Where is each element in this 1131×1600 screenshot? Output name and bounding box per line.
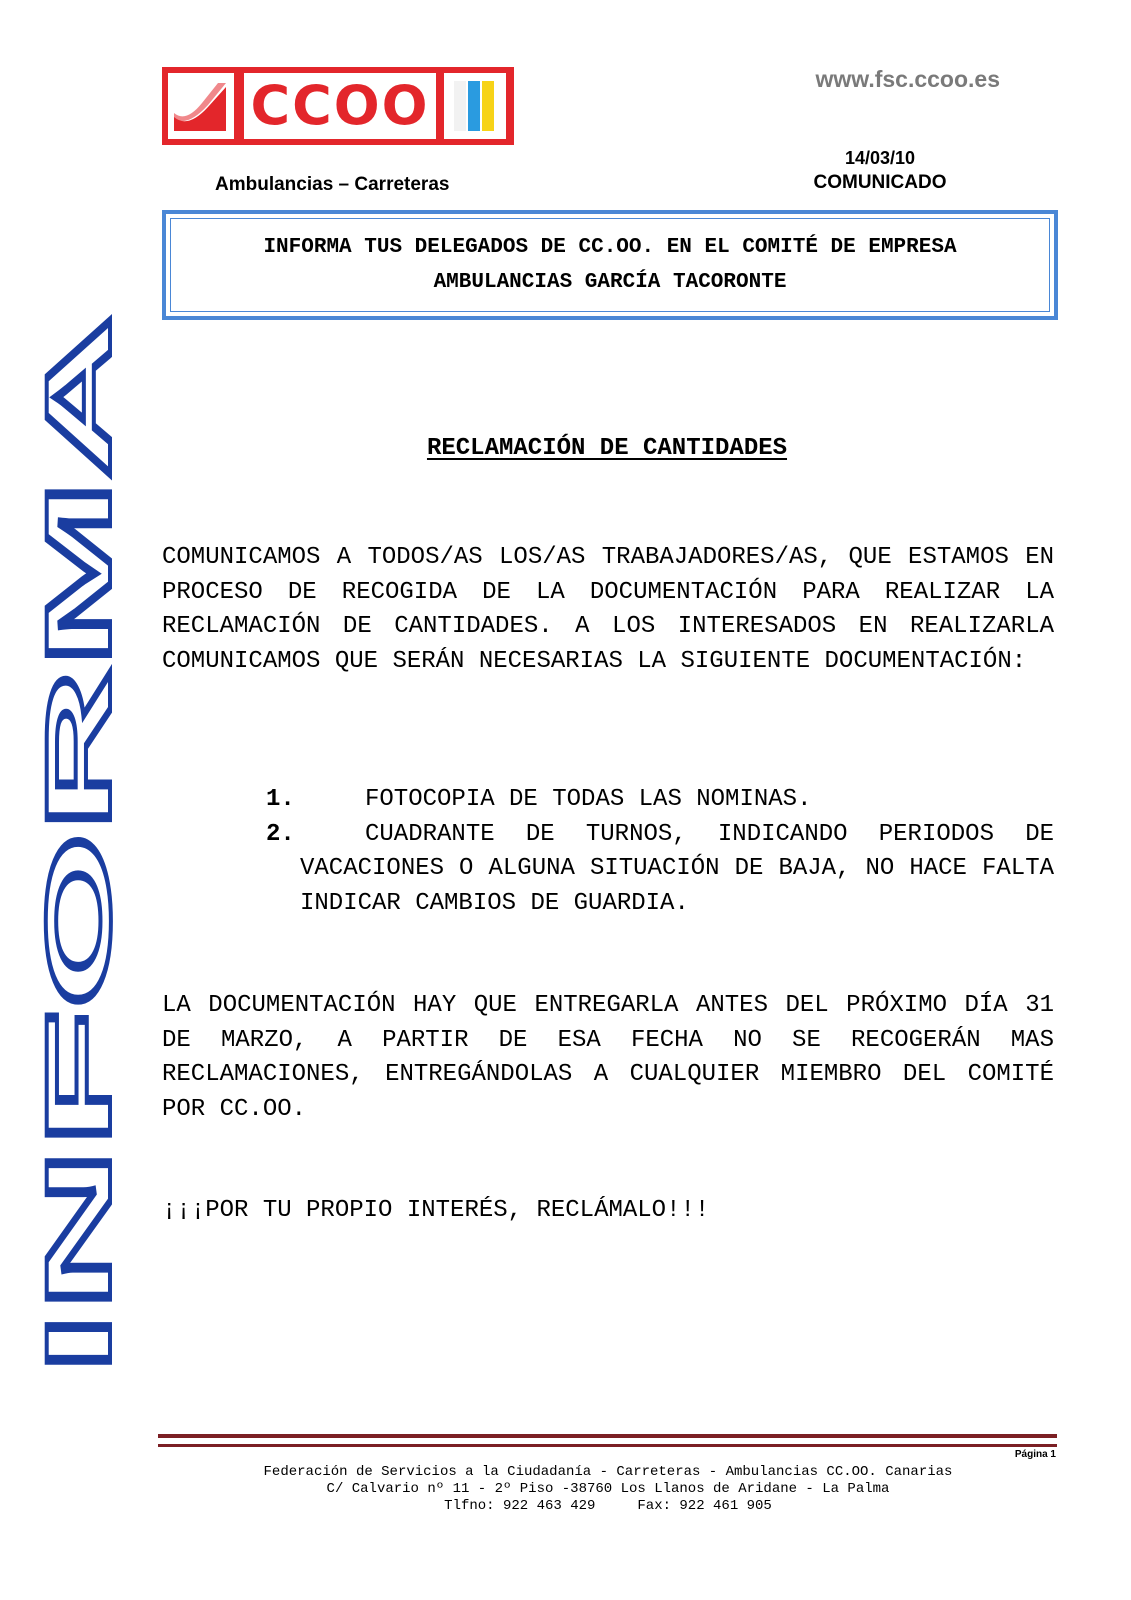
- footer-line: Federación de Servicios a la Ciudadanía - Carreteras - Ambulancias CC.OO. Canarias: [263, 1464, 953, 1480]
- logo-wordmark: CCOO: [250, 74, 430, 137]
- document-title: RECLAMACIÓN DE CANTIDADES: [426, 435, 788, 462]
- footer-rule: [158, 1434, 1057, 1438]
- footer-address: [162, 1464, 1054, 1515]
- document-type: COMUNICADO: [813, 172, 947, 193]
- required-documents-list: [266, 783, 1054, 921]
- list-item: [266, 783, 1054, 818]
- footer-line: C/ Calvario nº 11 - 2º Piso -38760 Los Llanos de Aridane - La Palma: [326, 1481, 890, 1497]
- intro-paragraph: COMUNICAMOS A TODOS/AS LOS/AS TRABAJADORES/AS, QUE ESTAMOS EN PROCESO DE RECOGIDA DE LA DOCUMENTACIÓN PARA REALIZAR LA RECLAMACIÓN DE CANTIDADES. A LOS INTERESADOS EN REALIZARLA COMUNICAMOS QUE SERÁN NECESARIAS LA SIGUIENTE DOCUMENTACIÓN:: [162, 544, 1054, 675]
- document-date: 14/03/10: [844, 148, 916, 168]
- ccoo-logo: [162, 67, 514, 145]
- sector-label: Ambulancias – Carreteras: [215, 174, 450, 195]
- list-number: 2.: [266, 820, 295, 848]
- page-number: Página 1: [1014, 1449, 1056, 1460]
- website-url: www.fsc.ccoo.es: [815, 66, 1000, 92]
- deadline-paragraph: LA DOCUMENTACIÓN HAY QUE ENTREGARLA ANTES DEL PRÓXIMO DÍA 31 DE MARZO, A PARTIR DE ESA FECHA NO SE RECOGERÁN MAS RECLAMACIONES, ENTREGÁNDOLAS A CUALQUIER MIEMBRO DEL COMITÉ POR CC.OO.: [162, 992, 1054, 1123]
- banner-text: INFORMA TUS DELEGADOS DE CC.OO. EN EL COMITÉ DE EMPRESA AMBULANCIAS GARCÍA TACORONTE: [263, 236, 957, 294]
- slogan: ¡¡¡POR TU PROPIO INTERÉS, RECLÁMALO!!!: [162, 1197, 710, 1224]
- footer-line: Tlfno: 922 463 429 Fax: 922 461 905: [444, 1498, 772, 1514]
- header-banner: [162, 210, 1058, 320]
- list-item-text: CUADRANTE DE TURNOS, INDICANDO PERIODOS DE VACACIONES O ALGUNA SITUACIÓN DE BAJA, NO HACE FALTA INDICAR CAMBIOS DE GUARDIA.: [300, 820, 1054, 917]
- canarias-flag-icon: [444, 73, 506, 139]
- list-item: [266, 818, 1054, 922]
- list-item-text: FOTOCOPIA DE TODAS LAS NOMINAS.: [365, 786, 812, 813]
- informa-side-label: INFORMA: [28, 945, 130, 1375]
- list-number: 1.: [266, 786, 295, 813]
- informa-vertical-text: [28, 310, 130, 1380]
- footer-rule: [158, 1444, 1057, 1447]
- logo-emblem-icon: [168, 73, 234, 139]
